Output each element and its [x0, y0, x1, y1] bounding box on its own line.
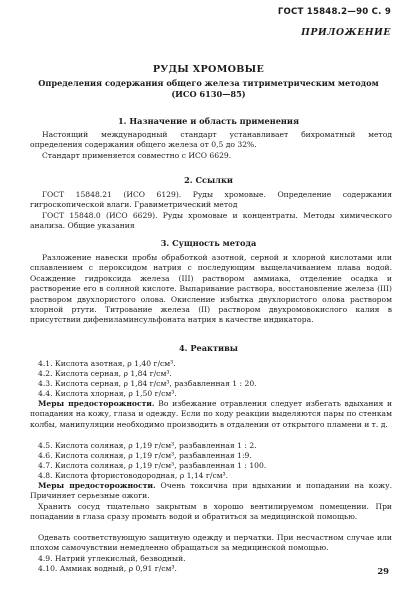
- page-number: 29: [377, 566, 389, 576]
- section-3-text: Разложение навески пробы обработкой азотной, серной и хлорной кислотами или сплавлением с пероксидом натрия с последующим выщелачиванием плава водой. Осаждение гидроксида железа (III) раствором аммиака, отделение осадка и растворение его в соляной кислоте. Выпаривание раствора, восстановление железа (III) раствором двухлористого олова. Окисление избытка двухлористого олова раствором хлорной ртути. Титрование железа (II) раствором двухромовокислого калия в присутствии дифениламинсульфоната натрия в качестве индикатора.: [30, 253, 392, 325]
- appendix-label: ПРИЛОЖЕНИЕ: [301, 27, 391, 38]
- precaution-1: [30, 399, 392, 430]
- section-4-heading: 4. Реактивы: [178, 343, 239, 353]
- reagent-item: 4.5. Кислота соляная, ρ 1,19 г/см³, разбавленная 1 : 2.: [38, 441, 257, 450]
- reference-2: ГОСТ 15848.0 (ИСО 6629). Руды хромовые и концентраты. Методы химического анализа. Общие указания: [30, 211, 392, 231]
- reagent-item: 4.3. Кислота серная, ρ 1,84 г/см³, разбавленная 1 : 20.: [38, 379, 257, 388]
- precaution-1-text: Во избежание отравления следует избегать вдыхания и попадания на кожу, глаза и одежду. Если по ходу реакции выделяются пары по стенкам колбы, манипуляции необходимо производить в отдалении от открытого пламени и т. д.: [30, 399, 393, 429]
- reagent-item: 4.1. Кислота азотная, ρ 1,40 г/см³.: [38, 359, 176, 368]
- protection-instruction: Одевать соответствующую защитную одежду и перчатки. При несчастном случае или плохом самочувствии немедленно обращаться за медицинской помощью.: [30, 533, 392, 553]
- reagent-item: 4.7. Кислота соляная, ρ 1,19 г/см³, разбавленная 1 : 100.: [38, 461, 267, 470]
- precaution-2-text: Очень токсична при вдыхании и попадании на кожу. Причиняет серьезные ожоги.: [30, 481, 392, 501]
- reagent-item: 4.10. Аммиак водный, ρ 0,91 г/см³.: [38, 564, 177, 573]
- document-subtitle: Определения содержания общего железа титриметрическим методом (ИСО 6130—85): [38, 78, 379, 99]
- section-2-heading: 2. Ссылки: [184, 175, 233, 185]
- reagent-item: 4.8. Кислота фтористоводородная, ρ 1,14 г/см³.: [38, 471, 229, 480]
- precaution-2-lead: Меры предосторожности.: [38, 481, 156, 490]
- precaution-2: [30, 481, 392, 502]
- precaution-1-lead: Меры предосторожности.: [38, 399, 155, 408]
- section-1-heading: 1. Назначение и область применения: [117, 116, 300, 126]
- storage-instruction: Хранить сосуд тщательно закрытым в хорошо вентилируемом помещении. При попадании в глаза сразу промыть водой и обратиться за медицинской помощью.: [30, 502, 392, 522]
- reference-1: ГОСТ 15848.21 (ИСО 6129). Руды хромовые. Определение содержания гигроскопической влаги. Гравиметрический метод: [30, 190, 392, 210]
- reagent-item: 4.9. Натрий углекислый, безводный.: [38, 554, 186, 563]
- section-3-heading: 3. Сущность метода: [160, 238, 257, 248]
- section-1-text: Настоящий международный стандарт устанавливает бихроматный метод определения содержания общего железа от 0,5 до 32%.: [30, 130, 392, 150]
- running-head: ГОСТ 15848.2—90 С. 9: [277, 7, 391, 17]
- reagent-item: 4.4. Кислота хлорная, ρ 1,50 г/см³.: [38, 389, 177, 398]
- document-title: РУДЫ ХРОМОВЫЕ: [152, 64, 265, 75]
- reagent-item: 4.6. Кислота соляная, ρ 1,19 г/см³, разбавленная 1:9.: [38, 451, 252, 460]
- section-1-text-2: Стандарт применяется совместно с ИСО 6629.: [42, 151, 232, 160]
- reagent-item: 4.2. Кислота серная, ρ 1,84 г/см³.: [38, 369, 172, 378]
